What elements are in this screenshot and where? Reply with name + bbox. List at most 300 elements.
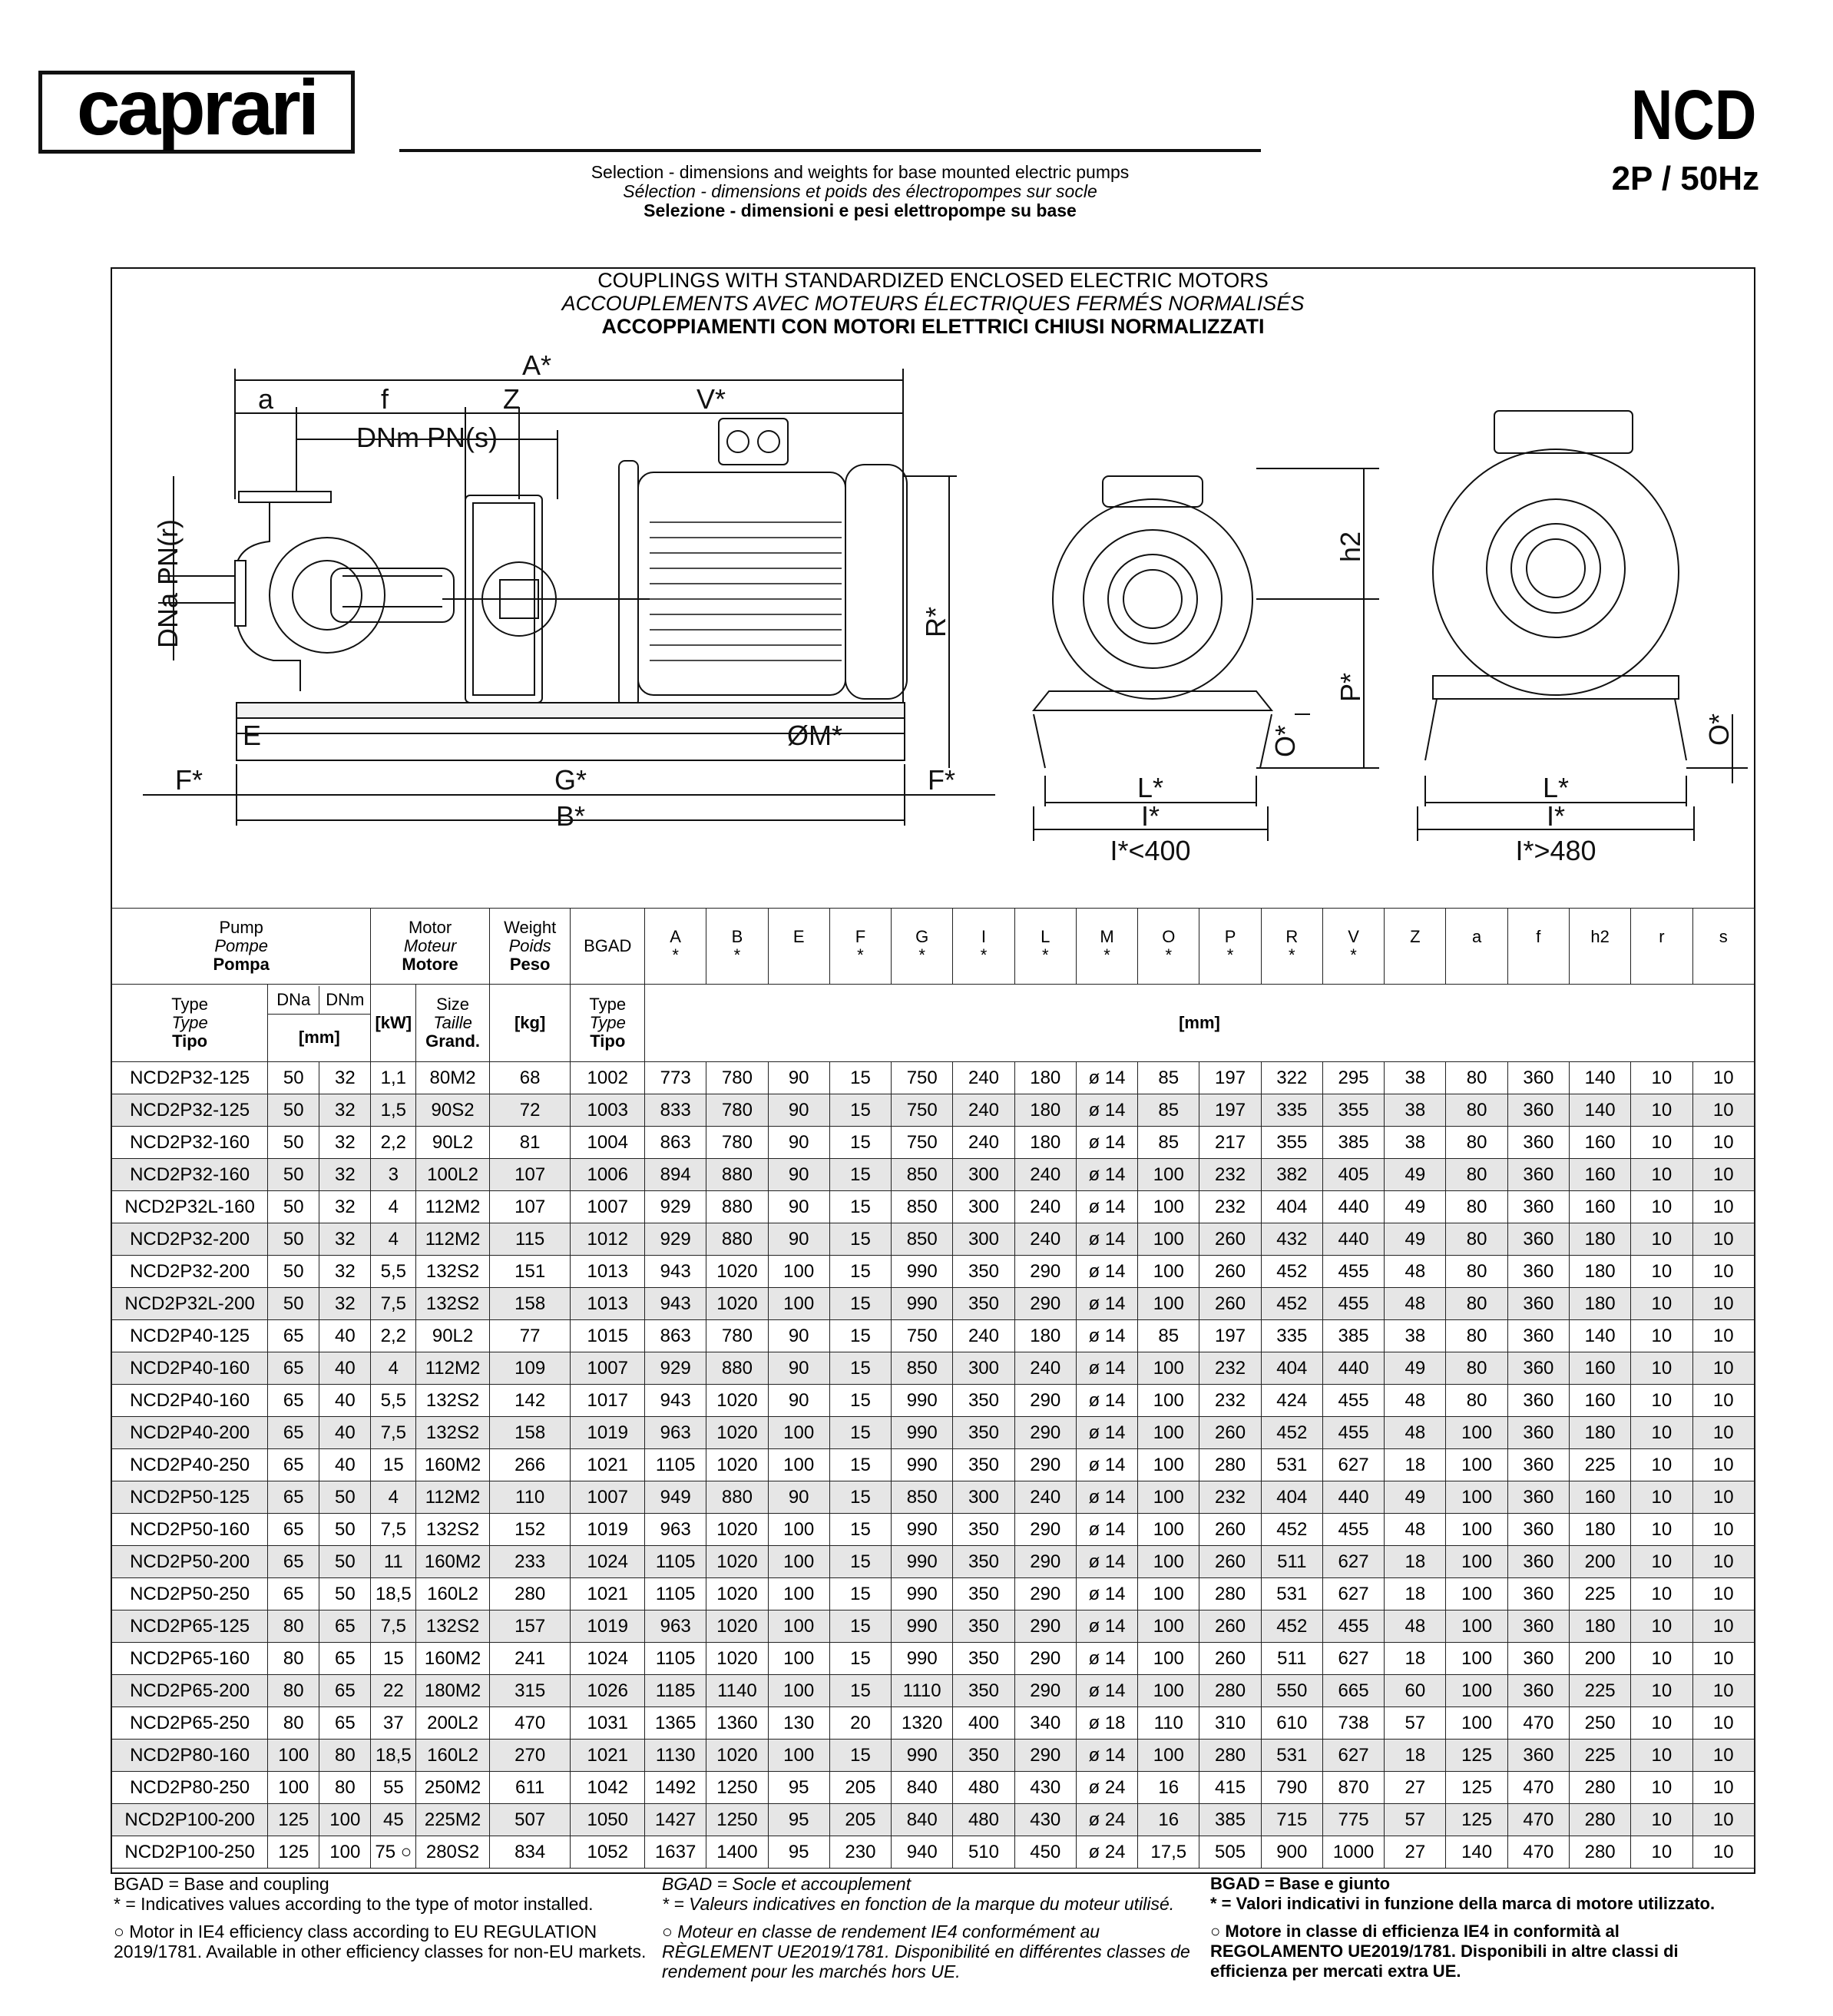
- table-cell: ø 14: [1076, 1062, 1137, 1094]
- table-cell: 38: [1385, 1127, 1446, 1159]
- table-cell: 10: [1692, 1707, 1754, 1740]
- table-cell: 115: [489, 1223, 571, 1256]
- table-cell: 10: [1692, 1320, 1754, 1352]
- table-cell: ø 14: [1076, 1578, 1137, 1610]
- table-cell: 15: [829, 1385, 891, 1417]
- table-cell: 480: [953, 1772, 1014, 1804]
- table-cell: 100: [1446, 1578, 1507, 1610]
- table-cell: 90: [768, 1320, 829, 1352]
- table-cell: 160: [1570, 1352, 1631, 1385]
- table-cell: 40: [319, 1449, 371, 1481]
- table-cell: 1020: [706, 1740, 768, 1772]
- table-cell: 90: [768, 1127, 829, 1159]
- table-cell: 49: [1385, 1352, 1446, 1385]
- table-cell: ø 14: [1076, 1385, 1137, 1417]
- table-cell: 15: [829, 1643, 891, 1675]
- table-cell: 100: [1446, 1449, 1507, 1481]
- caption-en: COUPLINGS WITH STANDARDIZED ENCLOSED ELECTRIC MOTORS: [597, 269, 1269, 292]
- table-cell: 404: [1261, 1191, 1322, 1223]
- table-cell: 290: [1014, 1417, 1076, 1449]
- table-cell: 1130: [645, 1740, 706, 1772]
- table-cell: 610: [1261, 1707, 1322, 1740]
- table-cell: 50: [268, 1191, 319, 1223]
- table-cell: 335: [1261, 1094, 1322, 1127]
- table-cell: 10: [1631, 1094, 1692, 1127]
- table-cell: 81: [489, 1127, 571, 1159]
- table-row: [112, 1804, 1755, 1836]
- table-cell: 10: [1631, 1675, 1692, 1707]
- table-cell: 125: [1446, 1772, 1507, 1804]
- table-cell: 1003: [571, 1094, 645, 1127]
- table-cell: 225: [1570, 1675, 1631, 1707]
- table-row: [112, 1288, 1755, 1320]
- table-row: [112, 1740, 1755, 1772]
- table-cell: 180: [1570, 1288, 1631, 1320]
- table-cell: ø 14: [1076, 1159, 1137, 1191]
- label-f-right: F*: [928, 764, 955, 796]
- table-cell: 90: [768, 1385, 829, 1417]
- table-cell: 85: [1138, 1320, 1199, 1352]
- table-cell: 65: [268, 1514, 319, 1546]
- label-a: a: [257, 383, 274, 415]
- table-cell: 10: [1631, 1836, 1692, 1869]
- table-cell: 300: [953, 1352, 1014, 1385]
- table-cell: 80: [319, 1740, 371, 1772]
- table-cell: NCD2P40-125: [112, 1320, 268, 1352]
- table-cell: 48: [1385, 1514, 1446, 1546]
- table-cell: NCD2P32-125: [112, 1094, 268, 1127]
- table-cell: 894: [645, 1159, 706, 1191]
- table-cell: 180: [1570, 1256, 1631, 1288]
- table-cell: 100: [1446, 1417, 1507, 1449]
- header-dim-i-star: I *: [953, 909, 1014, 985]
- table-cell: 50: [268, 1223, 319, 1256]
- table-cell: 65: [268, 1417, 319, 1449]
- label-l-2: L*: [1542, 772, 1570, 803]
- table-row: [112, 1643, 1755, 1675]
- table-cell: ø 14: [1076, 1127, 1137, 1159]
- table-cell: 10: [1692, 1836, 1754, 1869]
- header-dim-r-small: r: [1631, 909, 1692, 985]
- table-cell: 10: [1692, 1804, 1754, 1836]
- table-cell: 10: [1631, 1481, 1692, 1514]
- table-cell: 15: [829, 1223, 891, 1256]
- table-cell: 424: [1261, 1385, 1322, 1417]
- table-cell: 1105: [645, 1643, 706, 1675]
- table-cell: ø 14: [1076, 1256, 1137, 1288]
- table-cell: 260: [1199, 1514, 1261, 1546]
- table-cell: 160: [1570, 1385, 1631, 1417]
- table-cell: 455: [1322, 1514, 1384, 1546]
- table-cell: 10: [1692, 1094, 1754, 1127]
- table-cell: 1320: [892, 1707, 953, 1740]
- table-cell: 80: [268, 1610, 319, 1643]
- table-cell: ø 14: [1076, 1643, 1137, 1675]
- table-cell: NCD2P40-250: [112, 1449, 268, 1481]
- table-cell: 100: [768, 1578, 829, 1610]
- table-cell: 627: [1322, 1643, 1384, 1675]
- table-cell: 360: [1507, 1320, 1569, 1352]
- table-cell: 290: [1014, 1288, 1076, 1320]
- table-cell: 300: [953, 1481, 1014, 1514]
- table-cell: 350: [953, 1449, 1014, 1481]
- table-cell: 65: [319, 1707, 371, 1740]
- table-cell: 350: [953, 1610, 1014, 1643]
- table-cell: 90: [768, 1159, 829, 1191]
- table-cell: 10: [1692, 1223, 1754, 1256]
- table-cell: 1031: [571, 1707, 645, 1740]
- header-dim-r-star: R *: [1261, 909, 1322, 985]
- table-cell: 90: [768, 1352, 829, 1385]
- table-cell: 50: [268, 1256, 319, 1288]
- table-cell: 1020: [706, 1546, 768, 1578]
- table-cell: 1021: [571, 1449, 645, 1481]
- table-cell: 880: [706, 1159, 768, 1191]
- table-cell: 48: [1385, 1385, 1446, 1417]
- table-cell: 180M2: [416, 1675, 490, 1707]
- table-cell: NCD2P50-200: [112, 1546, 268, 1578]
- table-cell: 15: [829, 1127, 891, 1159]
- table-cell: 205: [829, 1772, 891, 1804]
- table-cell: 10: [1631, 1610, 1692, 1643]
- table-cell: 1013: [571, 1288, 645, 1320]
- table-cell: 990: [892, 1610, 953, 1643]
- table-row: [112, 1385, 1755, 1417]
- table-row: [112, 1094, 1755, 1127]
- table-cell: 112M2: [416, 1191, 490, 1223]
- table-cell: 132S2: [416, 1385, 490, 1417]
- table-cell: 1250: [706, 1772, 768, 1804]
- table-cell: 132S2: [416, 1288, 490, 1320]
- table-cell: 15: [829, 1062, 891, 1094]
- table-cell: 350: [953, 1514, 1014, 1546]
- table-cell: ø 14: [1076, 1610, 1137, 1643]
- table-cell: 10: [1692, 1127, 1754, 1159]
- label-dnm: DNm PN(s): [356, 422, 498, 453]
- table-cell: 200: [1570, 1546, 1631, 1578]
- table-cell: 360: [1507, 1643, 1569, 1675]
- table-cell: 1015: [571, 1320, 645, 1352]
- table-cell: 80M2: [416, 1062, 490, 1094]
- table-cell: 990: [892, 1385, 953, 1417]
- table-cell: ø 14: [1076, 1288, 1137, 1320]
- table-cell: 949: [645, 1481, 706, 1514]
- table-cell: ø 24: [1076, 1804, 1137, 1836]
- table-cell: 350: [953, 1740, 1014, 1772]
- table-cell: 95: [768, 1772, 829, 1804]
- table-cell: 140: [1570, 1062, 1631, 1094]
- table-cell: 350: [953, 1546, 1014, 1578]
- table-cell: 65: [319, 1610, 371, 1643]
- frequency-label: 2P / 50Hz: [1611, 160, 1759, 197]
- table-row: [112, 1772, 1755, 1804]
- label-l-1: L*: [1137, 772, 1164, 803]
- table-cell: 790: [1261, 1772, 1322, 1804]
- table-cell: 990: [892, 1288, 953, 1320]
- table-cell: 773: [645, 1062, 706, 1094]
- table-cell: 38: [1385, 1062, 1446, 1094]
- footer-fr: BGAD = Socle et accouplement * = Valeurs indicatives en fonction de la marque du moteur utilisé. ○ Moteur en classe de rendement IE4 conformément au RÈGLEMENT UE2019/1781. Disponibilité en différentes classes de rendement pour les marchés hors UE.: [662, 1874, 1190, 1981]
- table-cell: 15: [829, 1578, 891, 1610]
- table-cell: 32: [319, 1223, 371, 1256]
- caprari-logo: [38, 64, 355, 154]
- table-cell: NCD2P100-250: [112, 1836, 268, 1869]
- header-size: Size Taille Grand.: [416, 985, 490, 1062]
- table-cell: 16: [1138, 1804, 1199, 1836]
- table-cell: 404: [1261, 1352, 1322, 1385]
- table-cell: NCD2P32-160: [112, 1127, 268, 1159]
- table-cell: NCD2P32-160: [112, 1159, 268, 1191]
- table-cell: 290: [1014, 1643, 1076, 1675]
- table-cell: 400: [953, 1707, 1014, 1740]
- table-cell: 360: [1507, 1417, 1569, 1449]
- table-row: [112, 1320, 1755, 1352]
- table-row: [112, 1127, 1755, 1159]
- table-cell: 90L2: [416, 1127, 490, 1159]
- product-code: NCD: [1630, 76, 1756, 154]
- table-cell: 65: [319, 1675, 371, 1707]
- table-cell: 15: [829, 1352, 891, 1385]
- table-cell: 531: [1261, 1578, 1322, 1610]
- table-cell: 197: [1199, 1062, 1261, 1094]
- table-cell: 360: [1507, 1740, 1569, 1772]
- table-cell: 18: [1385, 1578, 1446, 1610]
- table-cell: 10: [1631, 1320, 1692, 1352]
- table-cell: 160M2: [416, 1449, 490, 1481]
- table-cell: 10: [1631, 1288, 1692, 1320]
- table-cell: 10: [1631, 1449, 1692, 1481]
- table-cell: 100: [1138, 1159, 1199, 1191]
- table-row: [112, 1675, 1755, 1707]
- table-cell: 738: [1322, 1707, 1384, 1740]
- table-cell: 385: [1322, 1320, 1384, 1352]
- table-cell: 10: [1692, 1191, 1754, 1223]
- label-i-1: I*: [1140, 800, 1160, 832]
- table-cell: 100: [1138, 1578, 1199, 1610]
- table-cell: 48: [1385, 1288, 1446, 1320]
- table-cell: 1024: [571, 1546, 645, 1578]
- table-cell: 85: [1138, 1127, 1199, 1159]
- table-cell: 140: [1570, 1094, 1631, 1127]
- table-cell: 1400: [706, 1836, 768, 1869]
- table-cell: 132S2: [416, 1256, 490, 1288]
- table-cell: 531: [1261, 1449, 1322, 1481]
- table-cell: 290: [1014, 1578, 1076, 1610]
- table-cell: 550: [1261, 1675, 1322, 1707]
- table-cell: 15: [829, 1740, 891, 1772]
- table-cell: 225M2: [416, 1804, 490, 1836]
- table-cell: 55: [371, 1772, 416, 1804]
- table-cell: 350: [953, 1578, 1014, 1610]
- table-cell: 350: [953, 1675, 1014, 1707]
- table-cell: 85: [1138, 1062, 1199, 1094]
- table-cell: 4: [371, 1191, 416, 1223]
- table-cell: 1021: [571, 1740, 645, 1772]
- table-cell: 80: [1446, 1127, 1507, 1159]
- table-cell: 750: [892, 1127, 953, 1159]
- table-cell: 360: [1507, 1546, 1569, 1578]
- table-cell: 990: [892, 1643, 953, 1675]
- table-cell: 1026: [571, 1675, 645, 1707]
- table-cell: 32: [319, 1191, 371, 1223]
- table-row: [112, 1159, 1755, 1191]
- header-dim-h2: h2: [1570, 909, 1631, 985]
- table-cell: 1637: [645, 1836, 706, 1869]
- table-cell: 627: [1322, 1578, 1384, 1610]
- table-cell: 470: [1507, 1772, 1569, 1804]
- table-cell: 775: [1322, 1804, 1384, 1836]
- table-cell: 100: [319, 1804, 371, 1836]
- table-cell: 350: [953, 1643, 1014, 1675]
- table-cell: 870: [1322, 1772, 1384, 1804]
- table-cell: 531: [1261, 1740, 1322, 1772]
- table-cell: 32: [319, 1127, 371, 1159]
- table-cell: 1020: [706, 1610, 768, 1643]
- header-kg: [kg]: [489, 985, 571, 1062]
- table-cell: 100: [768, 1643, 829, 1675]
- table-cell: 850: [892, 1159, 953, 1191]
- table-cell: 280: [1570, 1836, 1631, 1869]
- table-cell: 10: [1631, 1643, 1692, 1675]
- table-cell: ø 14: [1076, 1514, 1137, 1546]
- caption-it: ACCOPPIAMENTI CON MOTORI ELETTRICI CHIUSI NORMALIZZATI: [601, 315, 1265, 338]
- table-cell: 1007: [571, 1481, 645, 1514]
- table-cell: 50: [319, 1481, 371, 1514]
- table-cell: 280: [1199, 1740, 1261, 1772]
- table-cell: 40: [319, 1320, 371, 1352]
- table-cell: 780: [706, 1320, 768, 1352]
- table-cell: 260: [1199, 1223, 1261, 1256]
- table-cell: 32: [319, 1256, 371, 1288]
- table-cell: 18,5: [371, 1740, 416, 1772]
- pump-drawing: [112, 346, 1754, 906]
- table-cell: 240: [953, 1094, 1014, 1127]
- table-cell: 10: [1631, 1772, 1692, 1804]
- table-cell: 470: [489, 1707, 571, 1740]
- table-cell: 300: [953, 1223, 1014, 1256]
- table-cell: 15: [829, 1481, 891, 1514]
- table-cell: 850: [892, 1191, 953, 1223]
- table-cell: 1020: [706, 1385, 768, 1417]
- table-cell: 260: [1199, 1288, 1261, 1320]
- table-cell: 151: [489, 1256, 571, 1288]
- table-cell: 125: [268, 1836, 319, 1869]
- table-cell: 80: [268, 1675, 319, 1707]
- table-cell: 452: [1261, 1514, 1322, 1546]
- table-cell: 100: [768, 1449, 829, 1481]
- table-cell: 125: [268, 1804, 319, 1836]
- table-row: [112, 1707, 1755, 1740]
- table-cell: 65: [268, 1385, 319, 1417]
- table-cell: 80: [319, 1772, 371, 1804]
- table-cell: 100: [268, 1772, 319, 1804]
- table-cell: 10: [1631, 1223, 1692, 1256]
- table-cell: 10: [1692, 1352, 1754, 1385]
- table-cell: 510: [953, 1836, 1014, 1869]
- table-cell: 20: [829, 1707, 891, 1740]
- subtitle-en: Selection - dimensions and weights for base mounted electric pumps: [591, 162, 1130, 182]
- table-cell: 415: [1199, 1772, 1261, 1804]
- table-cell: 455: [1322, 1417, 1384, 1449]
- table-cell: 18: [1385, 1643, 1446, 1675]
- table-cell: 72: [489, 1094, 571, 1127]
- table-cell: 15: [829, 1191, 891, 1223]
- table-cell: 290: [1014, 1675, 1076, 1707]
- table-cell: 10: [1692, 1772, 1754, 1804]
- table-cell: 290: [1014, 1449, 1076, 1481]
- header-mm: [mm]: [645, 985, 1755, 1062]
- table-cell: 455: [1322, 1256, 1384, 1288]
- table-row: [112, 1578, 1755, 1610]
- label-g: G*: [554, 764, 587, 796]
- table-cell: 1006: [571, 1159, 645, 1191]
- table-cell: 929: [645, 1191, 706, 1223]
- header-dim-p: P *: [1199, 909, 1261, 985]
- table-cell: 360: [1507, 1352, 1569, 1385]
- table-cell: 1020: [706, 1288, 768, 1320]
- table-cell: 360: [1507, 1288, 1569, 1320]
- table-cell: 49: [1385, 1223, 1446, 1256]
- table-cell: 65: [268, 1320, 319, 1352]
- table-cell: 65: [268, 1449, 319, 1481]
- table-cell: 75 ○: [371, 1836, 416, 1869]
- table-cell: ø 14: [1076, 1449, 1137, 1481]
- table-cell: 15: [829, 1417, 891, 1449]
- table-cell: ø 14: [1076, 1481, 1137, 1514]
- table-cell: 180: [1014, 1127, 1076, 1159]
- table-cell: 10: [1692, 1610, 1754, 1643]
- table-cell: 480: [953, 1804, 1014, 1836]
- table-cell: 15: [829, 1514, 891, 1546]
- table-cell: 250: [1570, 1707, 1631, 1740]
- table-body: [112, 1062, 1755, 1869]
- table-cell: 100: [1138, 1675, 1199, 1707]
- table-cell: 80: [1446, 1191, 1507, 1223]
- table-cell: 10: [1631, 1352, 1692, 1385]
- table-cell: 232: [1199, 1385, 1261, 1417]
- table-cell: 355: [1322, 1094, 1384, 1127]
- table-cell: 10: [1631, 1417, 1692, 1449]
- table-cell: 180: [1014, 1062, 1076, 1094]
- table-cell: 963: [645, 1514, 706, 1546]
- header-dim-a-small: a: [1446, 909, 1507, 985]
- table-cell: 15: [829, 1610, 891, 1643]
- table-cell: 10: [1631, 1514, 1692, 1546]
- table-cell: 197: [1199, 1094, 1261, 1127]
- table-cell: 300: [953, 1191, 1014, 1223]
- table-cell: 90: [768, 1223, 829, 1256]
- table-cell: 385: [1322, 1127, 1384, 1159]
- table-cell: ø 24: [1076, 1772, 1137, 1804]
- table-cell: 280: [1199, 1449, 1261, 1481]
- table-cell: 65: [319, 1643, 371, 1675]
- table-cell: 452: [1261, 1417, 1322, 1449]
- table-cell: 100: [768, 1675, 829, 1707]
- table-cell: 322: [1261, 1062, 1322, 1094]
- table-cell: 452: [1261, 1288, 1322, 1320]
- table-cell: 38: [1385, 1320, 1446, 1352]
- label-f-left: F*: [175, 764, 203, 796]
- table-cell: 160: [1570, 1191, 1631, 1223]
- header-dim-g: G *: [892, 909, 953, 985]
- table-cell: 455: [1322, 1385, 1384, 1417]
- table-cell: 1110: [892, 1675, 953, 1707]
- table-cell: 665: [1322, 1675, 1384, 1707]
- table-cell: 10: [1631, 1546, 1692, 1578]
- table-cell: 100: [768, 1288, 829, 1320]
- table-cell: 5,5: [371, 1385, 416, 1417]
- table-cell: 360: [1507, 1159, 1569, 1191]
